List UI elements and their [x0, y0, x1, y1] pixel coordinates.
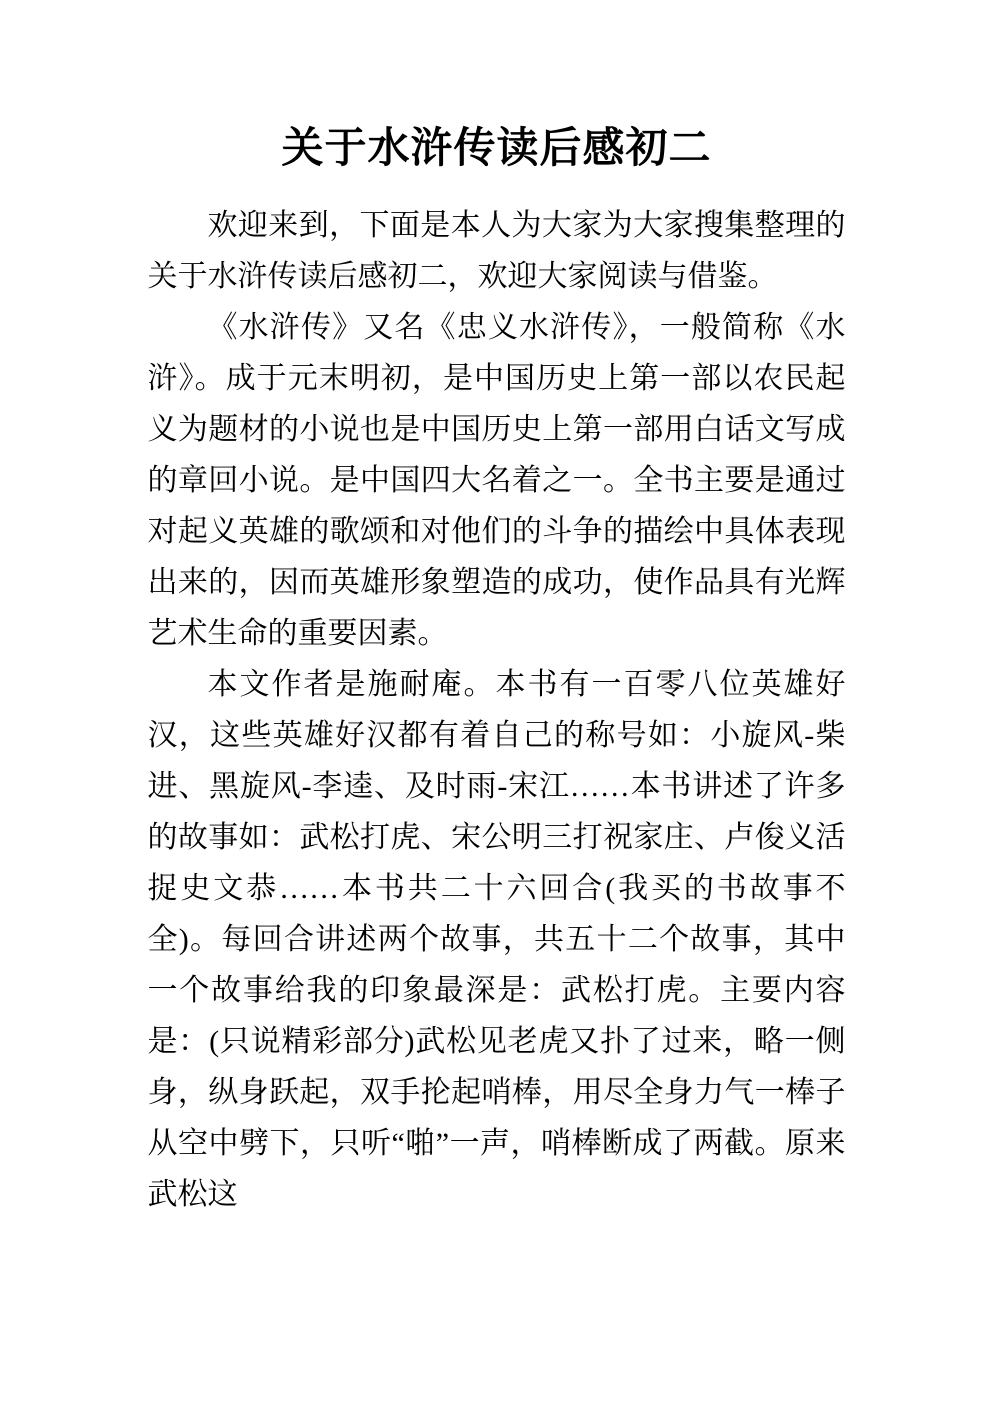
- paragraph-intro: 欢迎来到，下面是本人为大家为大家搜集整理的关于水浒传读后感初二，欢迎大家阅读与借鉴。: [147, 209, 846, 293]
- document-body: [148, 200, 846, 1220]
- paragraph-author-and-story: 本文作者是施耐庵。本书有一百零八位英雄好汉，这些英雄好汉都有着自己的称号如：小旋风-柴进、黑旋风-李逵、及时雨-宋江……本书讲述了许多的故事如：武松打虎、宋公明三打祝家庄、卢俊义活捉史文恭……本书共二十六回合(我买的书故事不全)。每回合讲述两个故事，共五十二个故事，其中一个故事给我的印象最深是：武松打虎。主要内容是：(只说精彩部分)武松见老虎又扑了过来，略一侧身，纵身跃起，双手抡起哨棒，用尽全身力气一棒子从空中劈下，只听“啪”一声，哨棒断成了两截。原来武松这: [147, 668, 846, 1211]
- paragraph-book-overview: 《水浒传》又名《忠义水浒传》，一般简称《水浒》。成于元末明初，是中国历史上第一部以农民起义为题材的小说也是中国历史上第一部用白话文写成的章回小说。是中国四大名着之一。全书主要是通过对起义英雄的歌颂和对他们的斗争的描绘中具体表现出来的，因而英雄形象塑造的成功，使作品具有光辉艺术生命的重要因素。: [147, 311, 846, 650]
- document-title: 关于水浒传读后感初二: [281, 123, 712, 172]
